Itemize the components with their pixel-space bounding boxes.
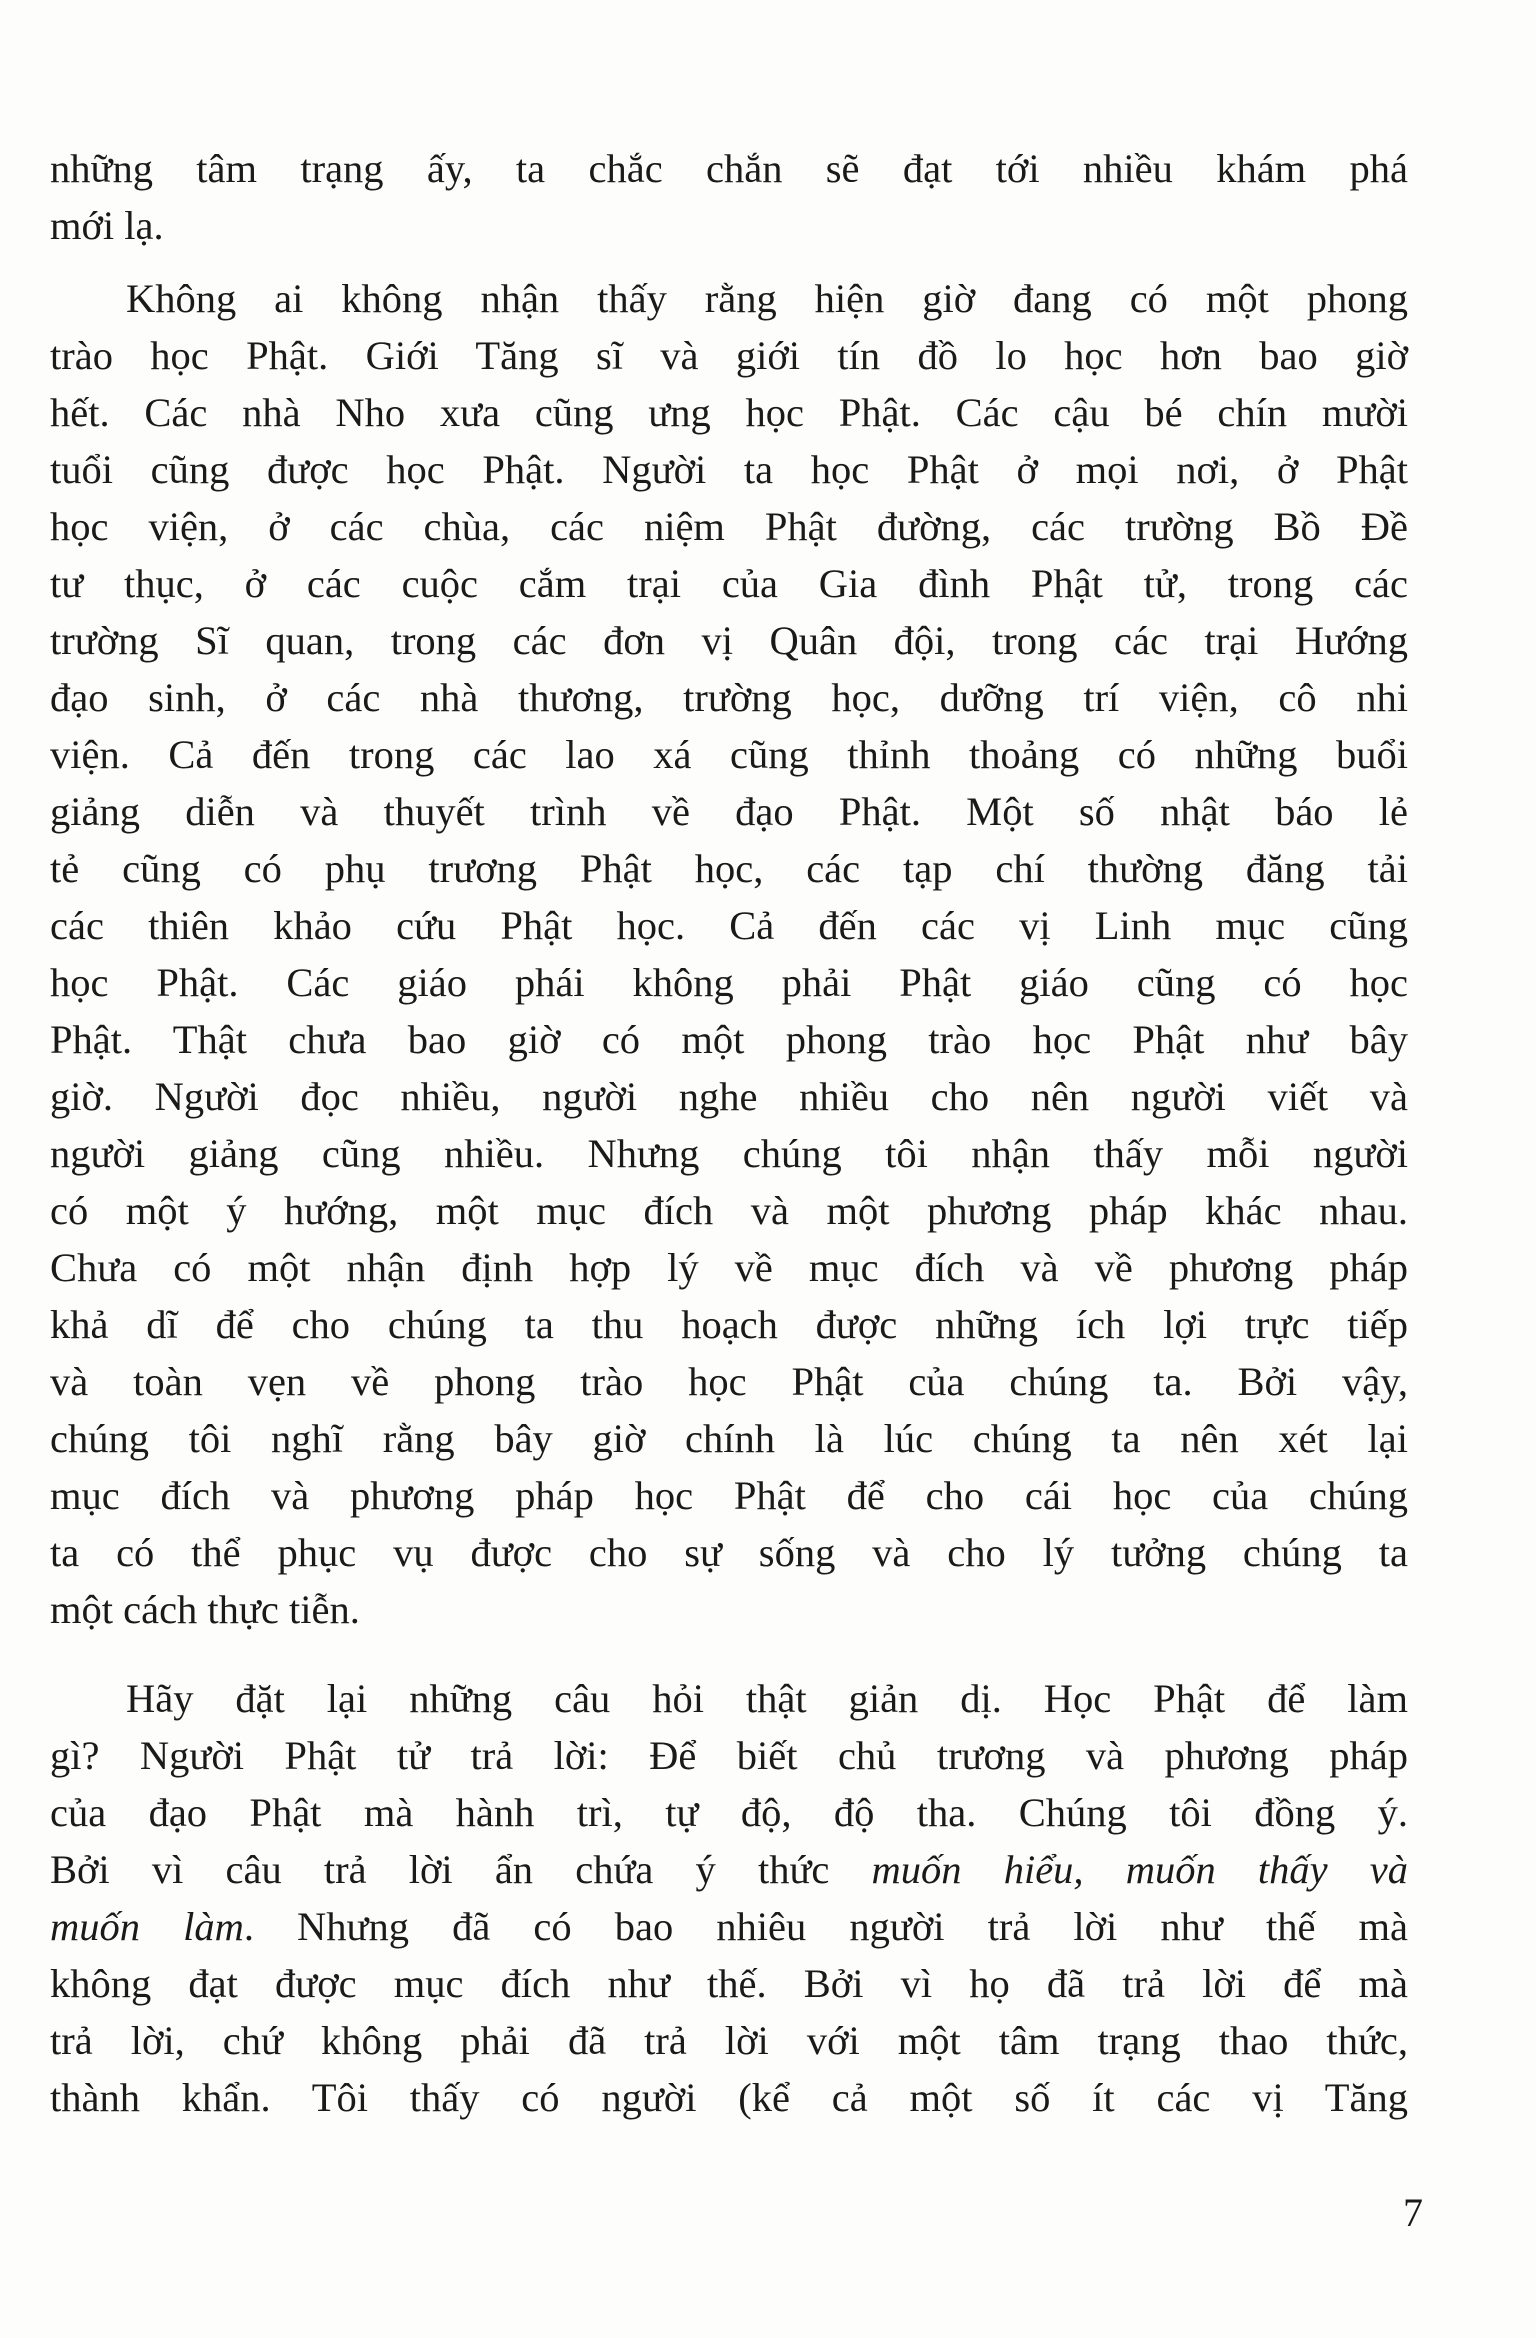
text-line: các thiên khảo cứu Phật học. Cả đến các vị Linh mục cũng <box>50 903 1408 948</box>
italic-text: muốn làm <box>50 1904 244 1949</box>
text-line: mới lạ. <box>50 203 164 248</box>
text-line: tuổi cũng được học Phật. Người ta học Phật ở mọi nơi, ở Phật <box>50 447 1408 492</box>
text-line: tư thục, ở các cuộc cắm trại của Gia đình Phật tử, trong các <box>50 561 1408 606</box>
text-line: một cách thực tiễn. <box>50 1587 360 1632</box>
text-line: Chưa có một nhận định hợp lý về mục đích và về phương pháp <box>50 1245 1408 1290</box>
text-line: đạo sinh, ở các nhà thương, trường học, dưỡng trí viện, cô nhi <box>50 675 1408 720</box>
text-line: hết. Các nhà Nho xưa cũng ưng học Phật. Các cậu bé chín mười <box>50 390 1408 435</box>
text-line: giờ. Người đọc nhiều, người nghe nhiều cho nên người viết và <box>50 1074 1408 1119</box>
text-line: có một ý hướng, một mục đích và một phương pháp khác nhau. <box>50 1188 1408 1233</box>
text-line: khả dĩ để cho chúng ta thu hoạch được những ích lợi trực tiếp <box>50 1302 1408 1347</box>
text-line: học Phật. Các giáo phái không phải Phật giáo cũng có học <box>50 960 1408 1005</box>
page-number: 7 <box>1403 2190 1423 2235</box>
text-line: ta có thể phục vụ được cho sự sống và cho lý tưởng chúng ta <box>50 1530 1408 1575</box>
paragraph-body <box>50 270 1408 1638</box>
text-line: của đạo Phật mà hành trì, tự độ, độ tha. Chúng tôi đồng ý. <box>50 1790 1408 1835</box>
text-line: những tâm trạng ấy, ta chắc chắn sẽ đạt tới nhiều khám phá <box>50 146 1408 191</box>
text-line: Phật. Thật chưa bao giờ có một phong trào học Phật như bây <box>50 1017 1408 1062</box>
text-line: giảng diễn và thuyết trình về đạo Phật. Một số nhật báo lẻ <box>50 789 1408 834</box>
plain-text: Bởi vì câu trả lời ẩn chứa ý thức <box>50 1847 872 1892</box>
text-line-with-emphasis <box>50 1898 1408 1955</box>
text-line: mục đích và phương pháp học Phật để cho cái học của chúng <box>50 1473 1408 1518</box>
text-line: học viện, ở các chùa, các niệm Phật đường, các trường Bồ Đề <box>50 504 1408 549</box>
paragraph-continuation <box>50 140 1408 254</box>
plain-text: . Nhưng đã có bao nhiêu người trả lời như thế mà <box>243 1904 1408 1949</box>
text-line: Không ai không nhận thấy rằng hiện giờ đang có một phong <box>126 276 1408 321</box>
text-line: chúng tôi nghĩ rằng bây giờ chính là lúc chúng ta nên xét lại <box>50 1416 1408 1461</box>
text-line: trường Sĩ quan, trong các đơn vị Quân đội, trong các trại Hướng <box>50 618 1408 663</box>
text-line: thành khẩn. Tôi thấy có người (kể cả một số ít các vị Tăng <box>50 2075 1408 2120</box>
text-line: trả lời, chứ không phải đã trả lời với một tâm trạng thao thức, <box>50 2018 1408 2063</box>
paragraph-body <box>50 1670 1408 2126</box>
text-line: gì? Người Phật tử trả lời: Để biết chủ trương và phương pháp <box>50 1733 1408 1778</box>
text-line-with-emphasis <box>50 1841 1408 1898</box>
italic-text: muốn hiểu, muốn thấy và <box>871 1847 1408 1892</box>
text-line: người giảng cũng nhiều. Nhưng chúng tôi nhận thấy mỗi người <box>50 1131 1408 1176</box>
text-line: không đạt được mục đích như thế. Bởi vì họ đã trả lời để mà <box>50 1961 1408 2006</box>
text-line: Hãy đặt lại những câu hỏi thật giản dị. Học Phật để làm <box>126 1676 1408 1721</box>
text-line: tẻ cũng có phụ trương Phật học, các tạp chí thường đăng tải <box>50 846 1408 891</box>
text-line: trào học Phật. Giới Tăng sĩ và giới tín đồ lo học hơn bao giờ <box>50 333 1408 378</box>
text-line: và toàn vẹn về phong trào học Phật của chúng ta. Bởi vậy, <box>50 1359 1408 1404</box>
text-line: viện. Cả đến trong các lao xá cũng thỉnh thoảng có những buổi <box>50 732 1408 777</box>
